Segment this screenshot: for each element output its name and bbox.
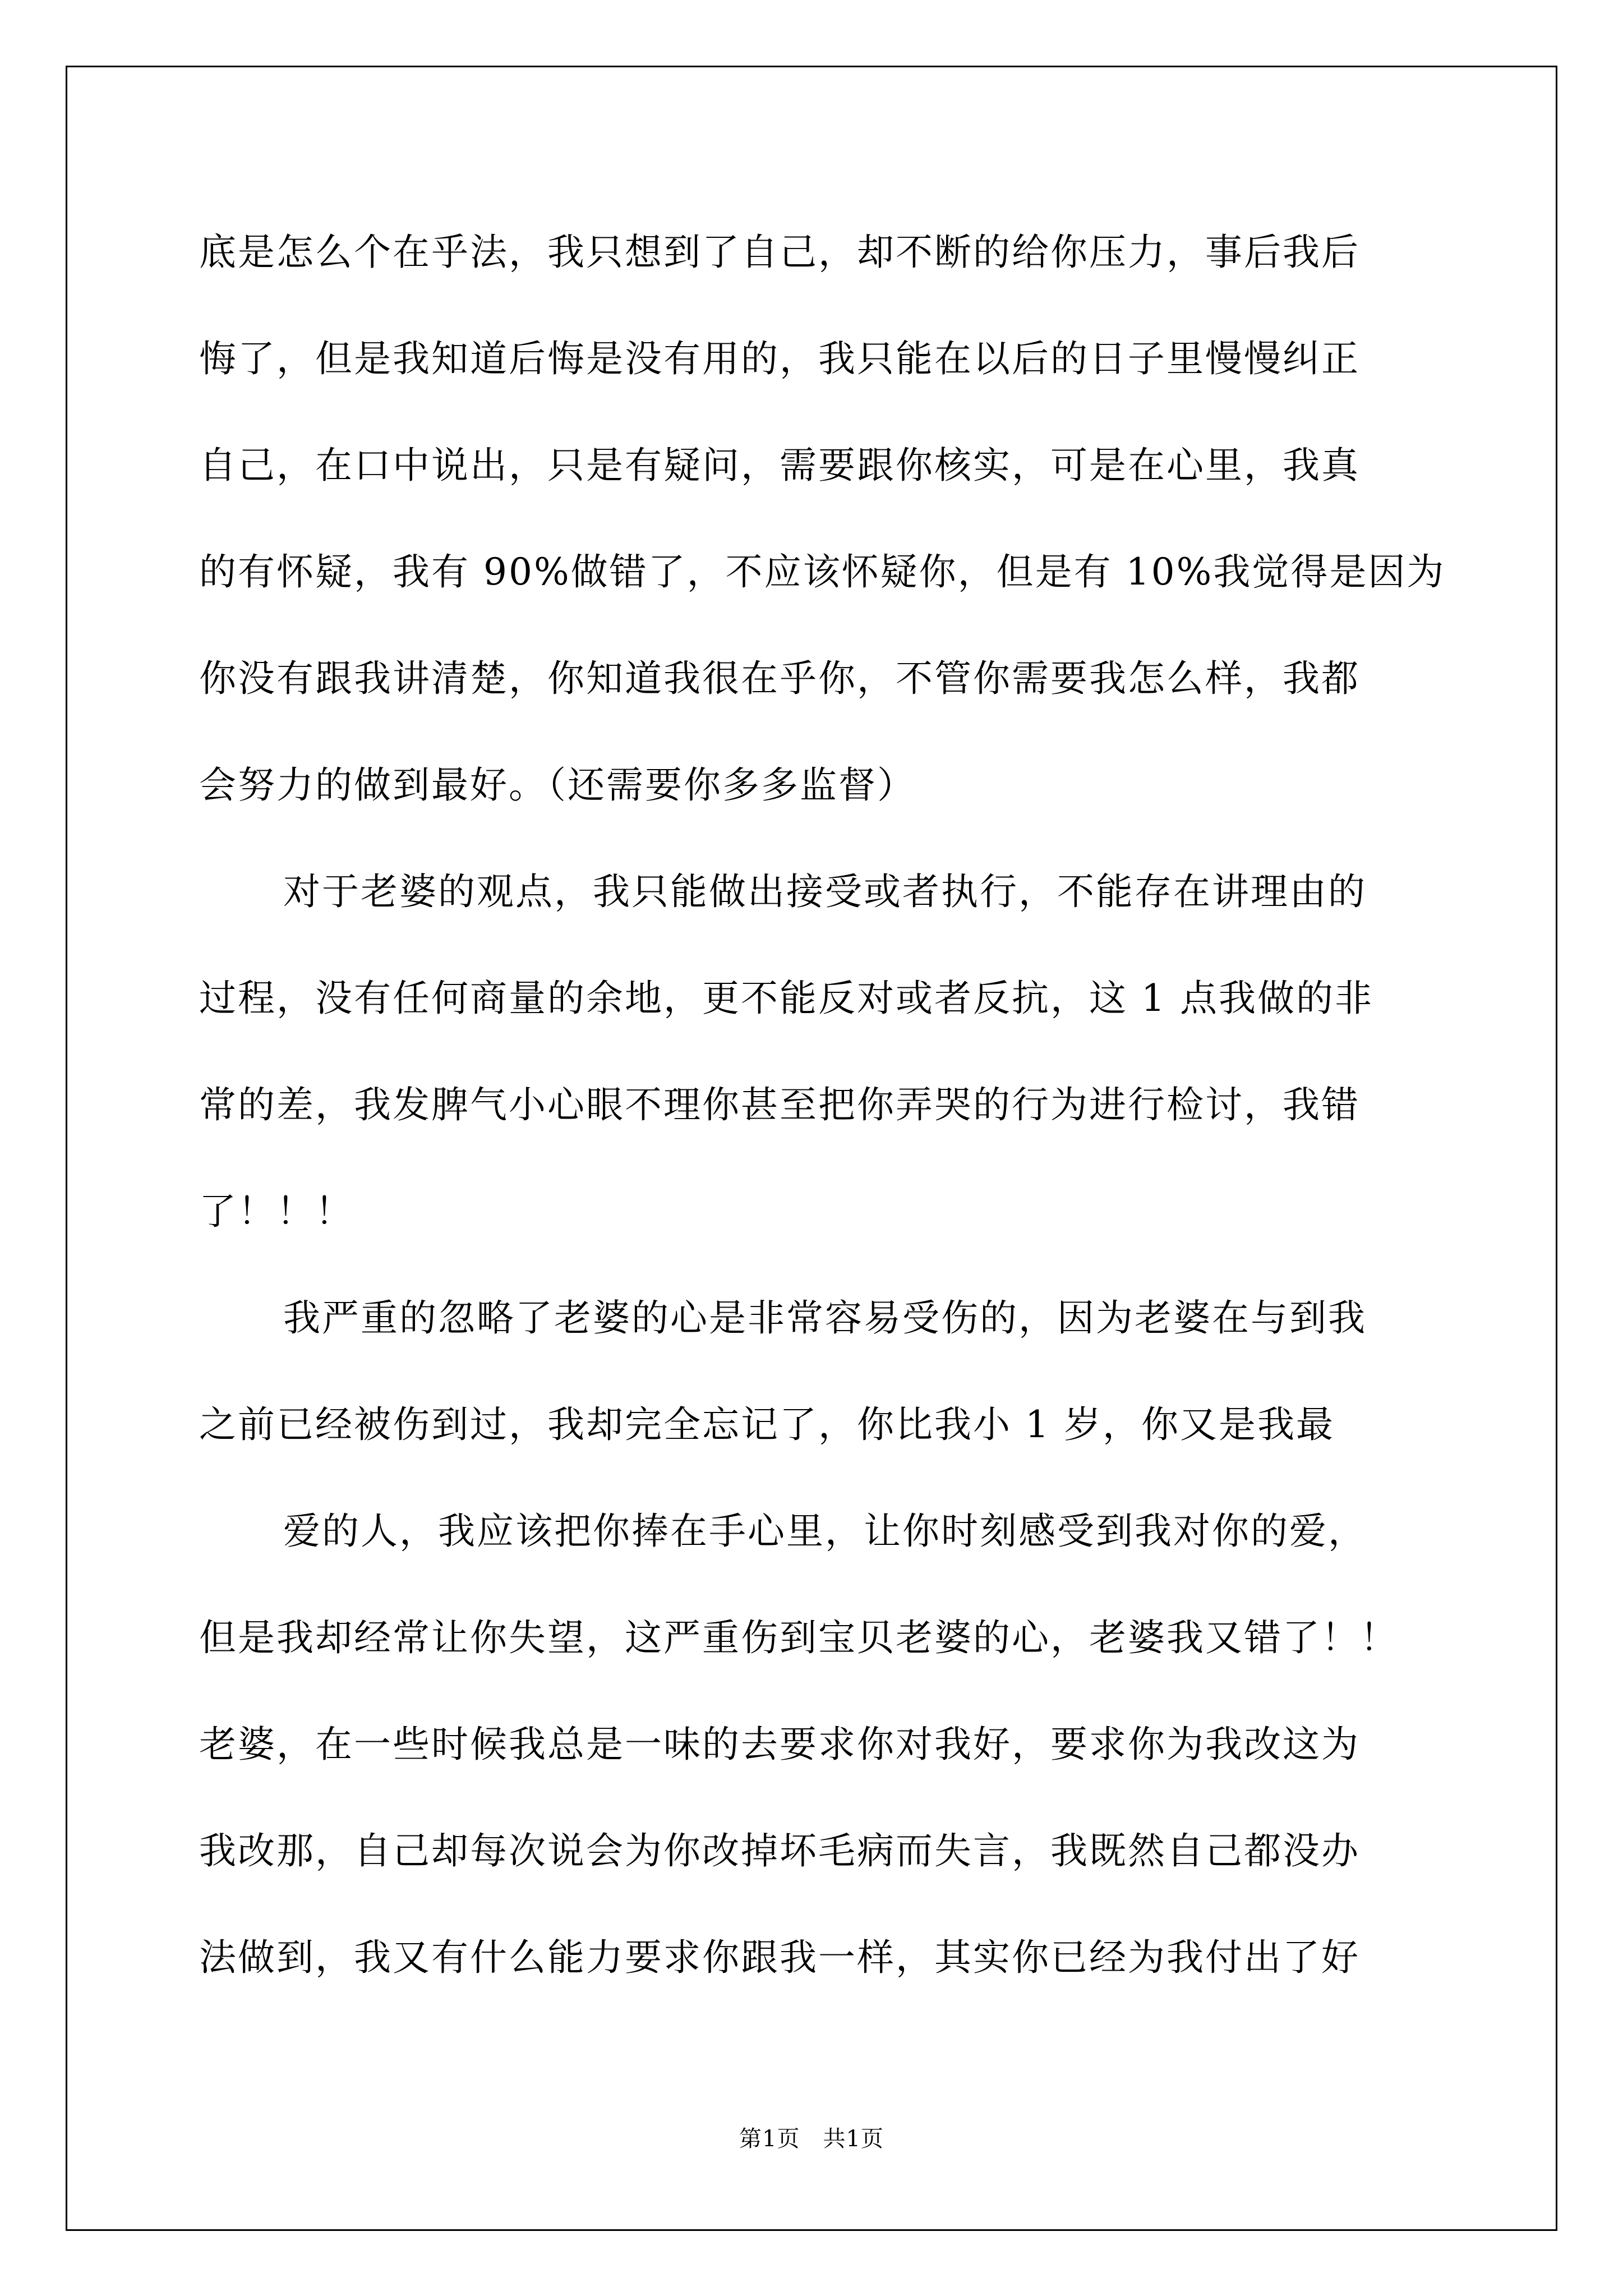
paragraph-4-first-line: 爱的人，我应该把你捧在手心里，让你时刻感受到我对你的爱，	[283, 1510, 1367, 1553]
text-line-12: 之前已经被伤到过，我却完全忘记了，你比我小 1 岁，你又是我最	[199, 1403, 1335, 1446]
text-line-15: 老婆，在一些时候我总是一味的去要求你对我好，要求你为我改这为	[199, 1723, 1360, 1766]
page-border	[66, 66, 1557, 2231]
text-line-16: 我改那，自己却每次说会为你改掉坏毛病而失言，我既然自己都没办	[199, 1829, 1360, 1872]
text-line-14: 但是我却经常让你失望，这严重伤到宝贝老婆的心，老婆我又错了！！	[199, 1616, 1399, 1659]
text-line-8: 过程，没有任何商量的余地，更不能反对或者反抗，这 1 点我做的非	[199, 977, 1373, 1020]
paragraph-2-first-line: 对于老婆的观点，我只能做出接受或者执行，不能存在讲理由的	[283, 870, 1367, 913]
text-line-6: 会努力的做到最好。（还需要你多多监督）	[199, 763, 916, 807]
text-line-1: 底是怎么个在乎法，我只想到了自己，却不断的给你压力，事后我后	[199, 231, 1360, 274]
text-line-17: 法做到，我又有什么能力要求你跟我一样，其实你已经为我付出了好	[199, 1936, 1360, 1979]
text-line-2: 悔了，但是我知道后悔是没有用的，我只能在以后的日子里慢慢纠正	[199, 337, 1360, 380]
text-line-4: 的有怀疑，我有 90%做错了，不应该怀疑你，但是有 10%我觉得是因为	[199, 550, 1446, 593]
text-line-10: 了！！！	[199, 1190, 354, 1233]
text-line-5: 你没有跟我讲清楚，你知道我很在乎你，不管你需要我怎么样，我都	[199, 657, 1360, 700]
text-line-3: 自己，在口中说出，只是有疑问，需要跟你核实，可是在心里，我真	[199, 444, 1360, 487]
text-line-9: 常的差，我发脾气小心眼不理你甚至把你弄哭的行为进行检讨，我错	[199, 1083, 1360, 1126]
paragraph-3-first-line: 我严重的忽略了老婆的心是非常容易受伤的，因为老婆在与到我	[283, 1296, 1367, 1340]
page-number-footer: 第1页 共1页	[739, 2126, 884, 2152]
